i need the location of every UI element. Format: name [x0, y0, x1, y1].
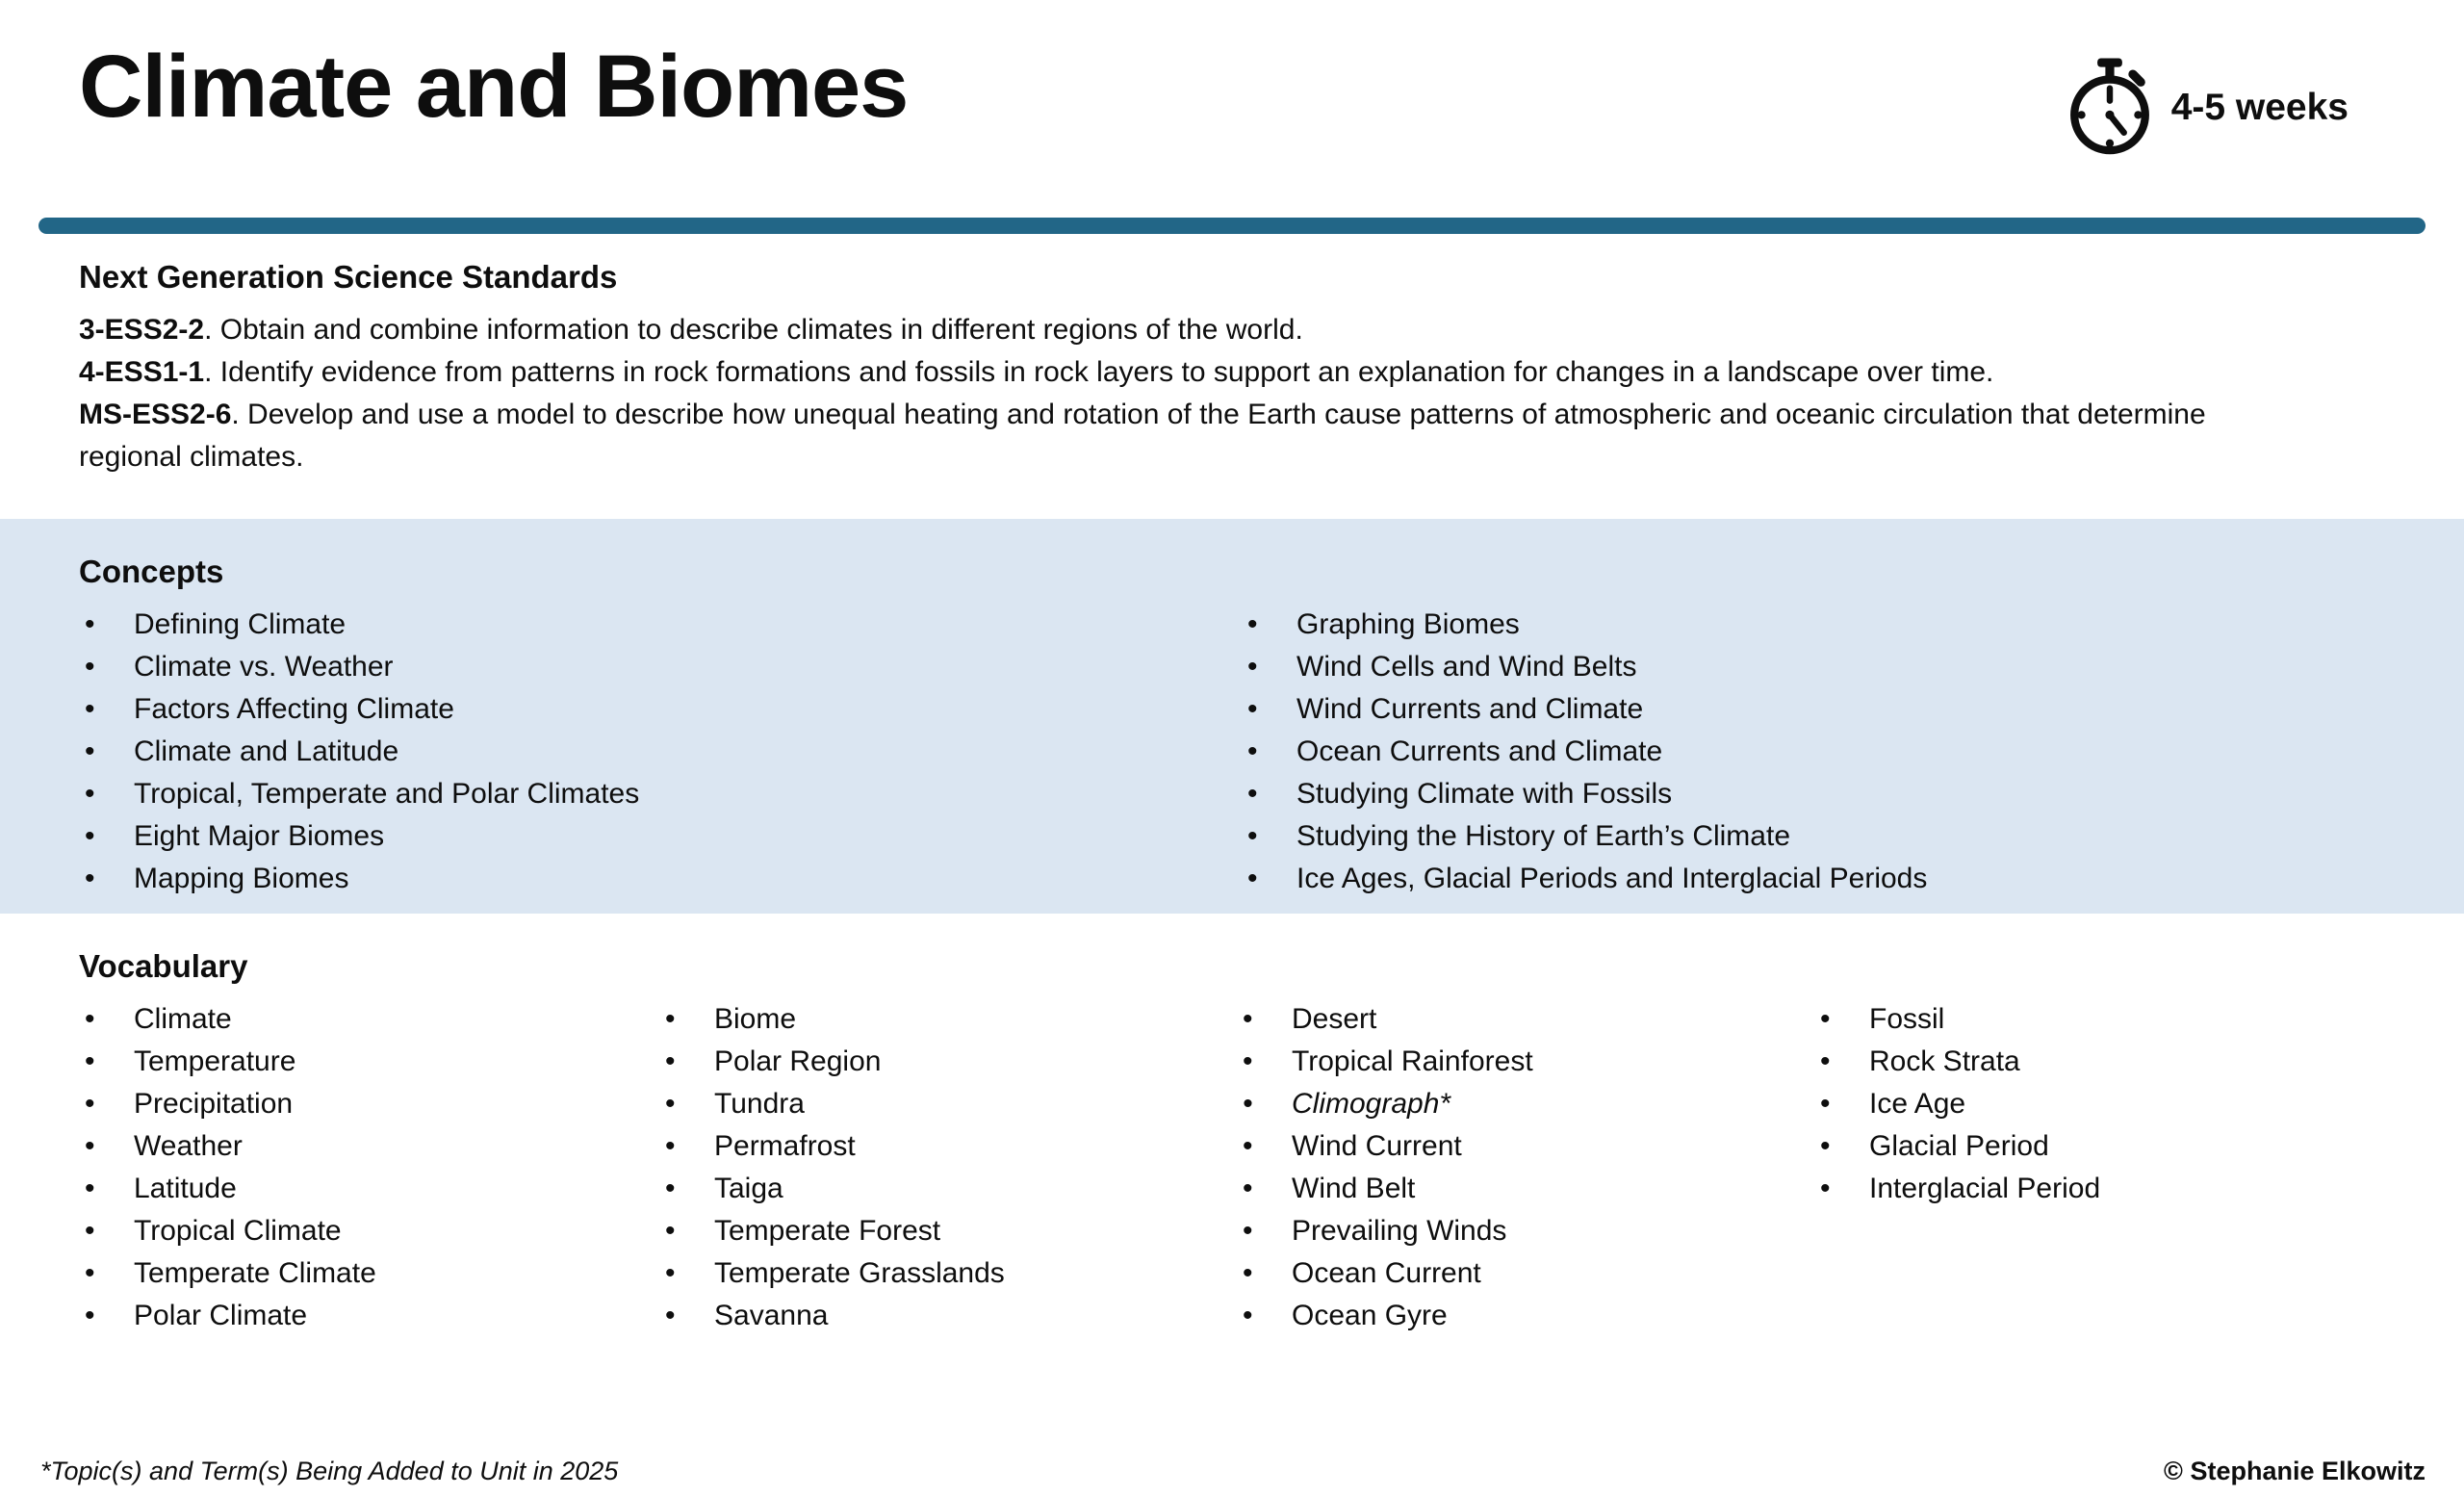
list-item: • Temperature	[79, 1041, 659, 1083]
standard-item	[79, 309, 2235, 351]
list-item: • Glacial Period	[1814, 1125, 2387, 1168]
concepts-heading: Concepts	[79, 554, 224, 589]
list-item: • Studying Climate with Fossils	[1242, 773, 2387, 815]
vocabulary-heading: Vocabulary	[79, 948, 248, 984]
list-item: • Polar Climate	[79, 1295, 659, 1337]
list-item: • Temperate Forest	[659, 1210, 1237, 1252]
list-item: • Ice Age	[1814, 1083, 2387, 1125]
list-item: • Biome	[659, 998, 1237, 1041]
vocabulary-column-2	[659, 998, 1237, 1337]
vocabulary-column-4	[1814, 998, 2387, 1337]
list-item: • Tropical Rainforest	[1237, 1041, 1814, 1083]
list-item: • Climate vs. Weather	[79, 646, 1242, 688]
concepts-section	[0, 519, 2464, 914]
stopwatch-icon	[2066, 58, 2154, 158]
list-item: • Savanna	[659, 1295, 1237, 1337]
list-item: • Wind Belt	[1237, 1168, 1814, 1210]
standard-code: 3-ESS2-2	[79, 314, 205, 346]
vocabulary-column-3	[1237, 998, 1814, 1337]
list-item: • Temperate Grasslands	[659, 1252, 1237, 1295]
list-item: • Latitude	[79, 1168, 659, 1210]
header	[0, 0, 2464, 158]
list-item: • Tundra	[659, 1083, 1237, 1125]
list-item: • Permafrost	[659, 1125, 1237, 1168]
list-item: • Ocean Currents and Climate	[1242, 731, 2387, 773]
list-item: • Tropical, Temperate and Polar Climates	[79, 773, 1242, 815]
list-item: • Studying the History of Earth’s Climate	[1242, 815, 2387, 858]
duration-badge	[2066, 58, 2348, 158]
standard-item	[79, 394, 2235, 478]
standard-item	[79, 351, 2235, 394]
list-item: • Ice Ages, Glacial Periods and Interglacial Periods	[1242, 858, 2387, 900]
list-item: • Climograph*	[1237, 1083, 1814, 1125]
footer-note: *Topic(s) and Term(s) Being Added to Unit in 2025	[40, 1457, 619, 1485]
list-item: • Tropical Climate	[79, 1210, 659, 1252]
list-item: • Prevailing Winds	[1237, 1210, 1814, 1252]
list-item: • Polar Region	[659, 1041, 1237, 1083]
list-item: • Interglacial Period	[1814, 1168, 2387, 1210]
standards-heading: Next Generation Science Standards	[79, 259, 618, 295]
list-item: • Wind Cells and Wind Belts	[1242, 646, 2387, 688]
list-item: • Graphing Biomes	[1242, 604, 2387, 646]
concepts-column-2	[1242, 604, 2387, 900]
list-item: • Weather	[79, 1125, 659, 1168]
list-item: • Climate	[79, 998, 659, 1041]
list-item: • Wind Currents and Climate	[1242, 688, 2387, 731]
standards-section	[0, 234, 2464, 478]
list-item: • Rock Strata	[1814, 1041, 2387, 1083]
list-item: • Eight Major Biomes	[79, 815, 1242, 858]
standard-text: . Identify evidence from patterns in rock formations and fossils in rock layers to support an explanation for changes in a landscape over time.	[204, 356, 1994, 388]
list-item: • Wind Current	[1237, 1125, 1814, 1168]
list-item: • Climate and Latitude	[79, 731, 1242, 773]
list-item: • Factors Affecting Climate	[79, 688, 1242, 731]
divider-bar	[38, 218, 2426, 234]
list-item: • Desert	[1237, 998, 1814, 1041]
list-item: • Taiga	[659, 1168, 1237, 1210]
list-item: • Fossil	[1814, 998, 2387, 1041]
list-item: • Ocean Gyre	[1237, 1295, 1814, 1337]
vocabulary-section	[0, 948, 2464, 1337]
concepts-columns	[79, 604, 2387, 900]
vocabulary-column-1	[79, 998, 659, 1337]
list-item: • Precipitation	[79, 1083, 659, 1125]
standard-text: . Obtain and combine information to describe climates in different regions of the world.	[204, 314, 1303, 346]
duration-label: 4-5 weeks	[2170, 87, 2348, 128]
vocabulary-columns	[79, 998, 2387, 1337]
list-item: • Temperate Climate	[79, 1252, 659, 1295]
concepts-column-1	[79, 604, 1242, 900]
standard-text: . Develop and use a model to describe how unequal heating and rotation of the Earth cause patterns of atmospheric and oceanic circulation that determine regional climates.	[79, 399, 2206, 473]
standard-code: MS-ESS2-6	[79, 399, 232, 430]
footer-copyright: © Stephanie Elkowitz	[2164, 1457, 2426, 1485]
list-item: • Ocean Current	[1237, 1252, 1814, 1295]
list-item: • Defining Climate	[79, 604, 1242, 646]
list-item: • Mapping Biomes	[79, 858, 1242, 900]
page-title: Climate and Biomes	[79, 38, 909, 136]
standard-code: 4-ESS1-1	[79, 356, 205, 388]
